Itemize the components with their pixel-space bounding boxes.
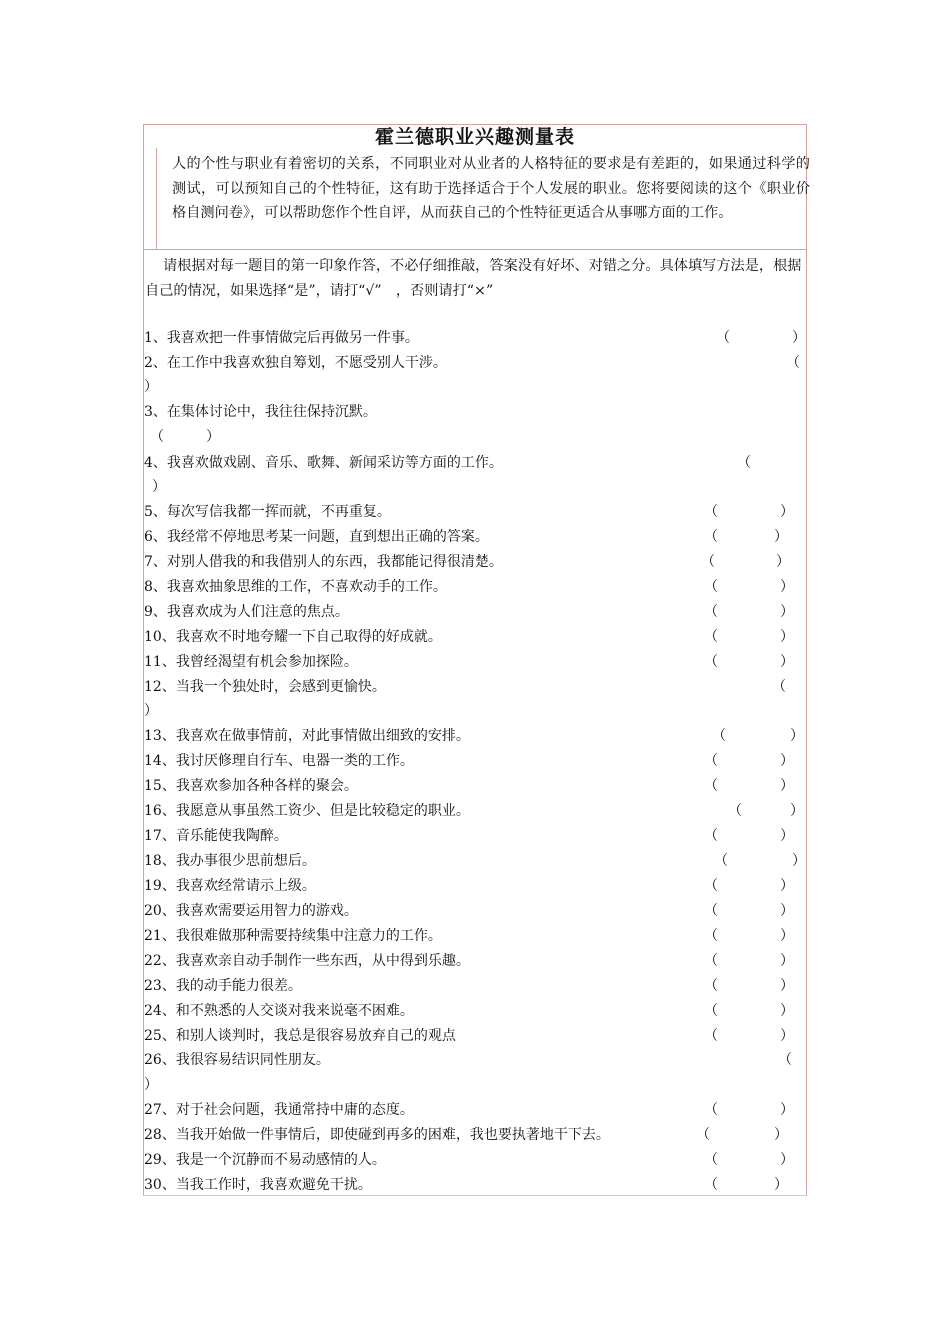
question-15: 15、我喜欢参加各种各样的聚会。 [144,778,358,794]
answer-box-close-2: ） [144,379,158,395]
answer-box-open-28[interactable]: （ [696,1127,710,1143]
question-14: 14、我讨厌修理自行车、电器一类的工作。 [144,753,414,769]
answer-box-close-1: ） [792,330,806,346]
answer-box-close-15: ） [780,778,794,794]
answer-box-open-13[interactable]: （ [712,728,726,744]
question-27: 27、对于社会问题，我通常持中庸的态度。 [144,1102,414,1118]
answer-box-close-18: ） [792,853,806,869]
question-22: 22、我喜欢亲自动手制作一些东西，从中得到乐趣。 [144,953,470,969]
answer-box-close-12: ） [144,703,158,719]
answer-box-close-21: ） [780,928,794,944]
intro-left-border [156,148,157,249]
answer-box-close-5: ） [780,504,794,520]
answer-box-open-22[interactable]: （ [704,953,718,969]
question-7: 7、对别人借我的和我借别人的东西，我都能记得很清楚。 [144,554,503,570]
intro-paragraph: 人的个性与职业有着密切的关系，不同职业对从业者的人格特征的要求是有差距的，如果通过科学的测试，可以预知自己的个性特征，这有助于选择适合于个人发展的职业。您将要阅读的这个《职业价格自测问卷》，可以帮助您作个性自评，从而获自己的个性特征更适合从事哪方面的工作。 [172,156,810,222]
page-title: 霍兰德职业兴趣测量表 [374,126,575,148]
answer-box-open-25[interactable]: （ [704,1028,718,1044]
answer-box-open-24[interactable]: （ [704,1003,718,1019]
answer-box-close-20: ） [780,903,794,919]
answer-box-open-20[interactable]: （ [704,903,718,919]
answer-box-close-8: ） [780,579,794,595]
question-4: 4、我喜欢做戏剧、音乐、歌舞、新闻采访等方面的工作。 [144,455,503,471]
answer-box-close-28: ） [774,1127,788,1143]
answer-box-close-30: ） [774,1177,788,1193]
answer-box-open-30[interactable]: （ [704,1177,718,1193]
answer-box-3[interactable]: （ ） [150,429,220,445]
answer-box-close-10: ） [780,629,794,645]
question-21: 21、我很难做那种需要持续集中注意力的工作。 [144,928,442,944]
question-30: 30、当我工作时，我喜欢避免干扰。 [144,1177,372,1193]
answer-box-open-17[interactable]: （ [704,828,718,844]
answer-box-open-23[interactable]: （ [704,978,718,994]
answer-box-close-23: ） [780,978,794,994]
question-23: 23、我的动手能力很差。 [144,978,302,994]
question-1: 1、我喜欢把一件事情做完后再做另一件事。 [144,330,419,346]
answer-box-close-11: ） [780,654,794,670]
answer-box-open-10[interactable]: （ [704,629,718,645]
question-20: 20、我喜欢需要运用智力的游戏。 [144,903,358,919]
question-29: 29、我是一个沉静而不易动感情的人。 [144,1152,386,1168]
question-19: 19、我喜欢经常请示上级。 [144,878,316,894]
answer-box-open-16[interactable]: （ [728,803,742,819]
answer-box-open-12[interactable]: （ [772,679,786,695]
answer-box-open-11[interactable]: （ [704,654,718,670]
answer-box-open-19[interactable]: （ [704,878,718,894]
answer-box-open-2[interactable]: （ [786,355,800,371]
answer-box-close-9: ） [780,604,794,620]
answer-box-close-14: ） [780,753,794,769]
table-top-border [143,124,807,125]
question-5: 5、每次写信我都一挥而就，不再重复。 [144,504,391,520]
answer-box-open-9[interactable]: （ [704,604,718,620]
answer-box-open-6[interactable]: （ [704,529,718,545]
answer-box-close-19: ） [780,878,794,894]
answer-box-close-27: ） [780,1102,794,1118]
question-18: 18、我办事很少思前想后。 [144,853,316,869]
question-25: 25、和别人谈判时，我总是很容易放弃自己的观点 [144,1028,456,1044]
answer-box-open-7[interactable]: （ [701,554,715,570]
answer-box-close-29: ） [780,1152,794,1168]
question-8: 8、我喜欢抽象思维的工作，不喜欢动手的工作。 [144,579,447,595]
question-11: 11、我曾经渴望有机会参加探险。 [144,654,358,670]
answer-box-close-24: ） [780,1003,794,1019]
answer-box-open-27[interactable]: （ [704,1102,718,1118]
answer-box-close-17: ） [780,828,794,844]
answer-box-close-4: ） [152,479,166,495]
answer-box-open-4[interactable]: （ [737,455,751,471]
question-12: 12、当我一个独处时，会感到更愉快。 [144,679,386,695]
question-6: 6、我经常不停地思考某一问题，直到想出正确的答案。 [144,529,489,545]
answer-box-open-8[interactable]: （ [704,579,718,595]
question-10: 10、我喜欢不时地夸耀一下自己取得的好成就。 [144,629,442,645]
answer-box-close-26: ） [144,1077,158,1093]
answer-box-open-5[interactable]: （ [704,504,718,520]
question-24: 24、和不熟悉的人交谈对我来说毫不困难。 [144,1003,414,1019]
answer-box-close-13: ） [790,728,804,744]
answer-box-close-16: ） [790,803,804,819]
answer-box-open-18[interactable]: （ [714,853,728,869]
answer-box-open-15[interactable]: （ [704,778,718,794]
answer-box-close-7: ） [776,554,790,570]
answer-box-open-29[interactable]: （ [704,1152,718,1168]
instructions-paragraph: 请根据对每一题目的第一印象作答，不必仔细推敲，答案没有好坏、对错之分。具体填写方法是，根据自己的情况，如果选择“是”，请打“√” ，否则请打“×” [145,258,802,299]
answer-box-open-21[interactable]: （ [704,928,718,944]
answer-box-close-22: ） [780,953,794,969]
question-17: 17、音乐能使我陶醉。 [144,828,288,844]
question-2: 2、在工作中我喜欢独自筹划，不愿受别人干涉。 [144,355,447,371]
question-16: 16、我愿意从事虽然工资少、但是比较稳定的职业。 [144,803,470,819]
answer-box-open-14[interactable]: （ [704,753,718,769]
intro-bottom-border [143,249,807,250]
question-26: 26、我很容易结识同性朋友。 [144,1052,330,1068]
answer-box-close-25: ） [780,1028,794,1044]
answer-box-close-6: ） [774,529,788,545]
question-3: 3、在集体讨论中，我往往保持沉默。 [144,404,377,420]
answer-box-open-26[interactable]: （ [778,1052,792,1068]
question-28: 28、当我开始做一件事情后，即使碰到再多的困难，我也要执著地干下去。 [144,1127,610,1143]
question-9: 9、我喜欢成为人们注意的焦点。 [144,604,349,620]
question-13: 13、我喜欢在做事情前，对此事情做出细致的安排。 [144,728,470,744]
answer-box-open-1[interactable]: （ [716,330,730,346]
